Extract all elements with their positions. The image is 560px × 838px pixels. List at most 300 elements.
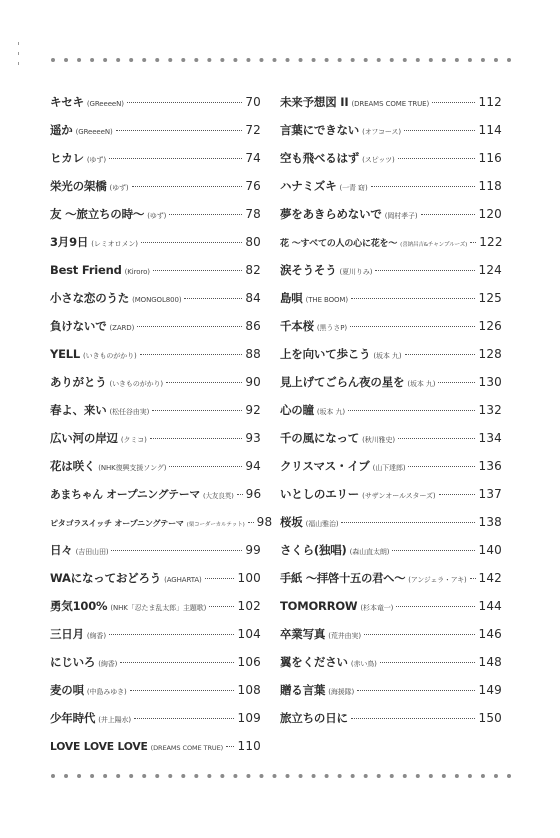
toc-entry: [280, 256, 502, 284]
song-artist: (いきものがかり): [109, 380, 164, 388]
dot-leader: [137, 325, 242, 327]
song-title: キセキ: [50, 95, 84, 109]
dotted-rule-bottom-svg: [50, 773, 512, 779]
toc-entry: [280, 116, 502, 144]
song-artist: (スピッツ): [362, 156, 395, 164]
page-number: 70: [245, 95, 261, 109]
song-artist: (栗コーダーカルテット): [186, 522, 245, 528]
toc-entry: [50, 172, 261, 200]
page-number: 88: [245, 347, 261, 361]
page-number: 99: [245, 543, 261, 557]
rule-dot: [90, 774, 94, 778]
dotted-rule-bottom: [50, 773, 512, 779]
song-artist: (ZARD): [109, 324, 135, 332]
song-artist: (黒うさP): [316, 324, 347, 332]
page-number: 128: [478, 347, 502, 361]
rule-dot: [299, 58, 303, 62]
page-number: 112: [478, 95, 502, 109]
page-number: 72: [245, 123, 261, 137]
rule-dot: [468, 58, 472, 62]
dot-leader: [111, 549, 242, 551]
page-number: 98: [256, 515, 273, 529]
song-title: さくら(独唱): [280, 543, 347, 557]
toc-entry: [280, 200, 502, 228]
dot-leader: [140, 353, 243, 355]
song-artist: (NHK復興支援ソング): [98, 464, 167, 472]
song-title: ヒカレ: [50, 151, 84, 165]
page-number: 132: [478, 403, 502, 417]
toc-entry: [50, 116, 261, 144]
dot-leader: [398, 437, 476, 439]
song-artist: (Kiroro): [124, 268, 150, 276]
page-number: 94: [245, 459, 261, 473]
rule-dot: [442, 774, 446, 778]
toc-entry: [280, 424, 502, 452]
rule-dot: [494, 58, 498, 62]
rule-dot: [338, 774, 342, 778]
rule-dot: [325, 774, 329, 778]
rule-dot: [77, 774, 81, 778]
toc-entry: [280, 704, 502, 732]
page-number: 120: [478, 207, 502, 221]
song-title: 空も飛べるはず: [280, 151, 360, 165]
rule-dot: [207, 774, 211, 778]
rule-dot: [103, 58, 107, 62]
song-title: 遥か: [50, 123, 73, 137]
rule-dot: [181, 58, 185, 62]
song-title: 千本桜: [280, 319, 314, 333]
song-artist: (DREAMS COME TRUE): [150, 744, 224, 752]
toc-entry: [50, 508, 273, 536]
dot-leader: [152, 409, 242, 411]
page-number: 84: [245, 291, 261, 305]
toc-entry: [280, 312, 502, 340]
song-artist: (赤い鳥): [350, 660, 377, 668]
song-artist: (福山雅治): [305, 520, 339, 528]
song-artist: (岡村孝子): [384, 212, 418, 220]
rule-dot: [416, 774, 420, 778]
dot-leader: [371, 185, 476, 187]
song-title: 栄光の架橋: [50, 179, 107, 193]
song-title: 麦の唄: [50, 683, 84, 697]
song-title: 心の瞳: [280, 403, 314, 417]
rule-dot: [494, 774, 498, 778]
toc-entry: [280, 144, 502, 172]
rule-dot: [403, 58, 407, 62]
song-artist: (大友良英): [202, 492, 234, 500]
song-artist: (吉田山田): [75, 548, 109, 556]
page-number: 142: [478, 571, 503, 585]
toc-entry: [50, 144, 261, 172]
song-title: 少年時代: [50, 711, 96, 725]
song-artist: (アンジェラ・アキ): [408, 576, 467, 584]
dot-leader: [209, 605, 234, 607]
page-number: 90: [245, 375, 261, 389]
song-title: 見上げてごらん夜の星を: [280, 375, 405, 389]
toc-entry: [50, 620, 261, 648]
dot-leader: [109, 157, 242, 159]
toc-entry: [280, 592, 502, 620]
dot-leader: [398, 157, 476, 159]
page-number: 118: [478, 179, 502, 193]
rule-dot: [155, 774, 159, 778]
table-of-contents: [50, 88, 512, 760]
song-artist: (レミオロメン): [91, 240, 138, 248]
song-title: 未来予想図 II: [280, 95, 349, 109]
dot-leader: [130, 689, 235, 691]
rule-dot: [364, 774, 368, 778]
song-artist: (一青 窈): [339, 184, 368, 192]
page-number: 130: [478, 375, 502, 389]
rule-dot: [312, 58, 316, 62]
rule-dot: [246, 774, 250, 778]
page-number: 148: [478, 655, 502, 669]
rule-dot: [272, 774, 276, 778]
page-number: 76: [245, 179, 261, 193]
song-artist: (クミコ): [120, 436, 147, 444]
page-number: 124: [478, 263, 502, 277]
rule-dot: [168, 58, 172, 62]
song-title: クリスマス・イブ: [280, 459, 370, 473]
rule-dot: [142, 58, 146, 62]
dot-leader: [116, 129, 243, 131]
song-title: 花 ～すべての人の心に花を～: [280, 239, 398, 249]
rule-dot: [103, 774, 107, 778]
rule-dot: [325, 58, 329, 62]
page-number: 106: [237, 655, 261, 669]
song-artist: (井上陽水): [98, 716, 132, 724]
dot-leader: [153, 269, 242, 271]
song-title: 春よ、来い: [50, 403, 107, 417]
toc-entry: [50, 284, 261, 312]
rule-dot: [168, 774, 172, 778]
song-title: 広い河の岸辺: [50, 431, 118, 445]
dot-leader: [341, 521, 475, 523]
song-artist: (MONGOL800): [132, 296, 182, 304]
song-title: 夢をあきらめないで: [280, 207, 382, 221]
rule-dot: [116, 58, 120, 62]
song-title: TOMORROW: [280, 599, 358, 613]
song-title: 翼をください: [280, 655, 348, 669]
dot-leader: [470, 577, 476, 579]
rule-dot: [507, 58, 511, 62]
rule-dot: [181, 774, 185, 778]
song-artist: (坂本 九): [316, 408, 345, 416]
song-artist: (荒井由実): [328, 632, 362, 640]
rule-dot: [116, 774, 120, 778]
page-number: 96: [245, 487, 262, 501]
dot-leader: [438, 381, 475, 383]
song-title: ありがとう: [50, 375, 107, 389]
rule-dot: [233, 58, 237, 62]
toc-entry: [50, 564, 261, 592]
page-number: 104: [237, 627, 261, 641]
rule-dot: [129, 774, 133, 778]
song-title: 千の風になって: [280, 431, 360, 445]
song-title: 島唄: [280, 291, 303, 305]
rule-dot: [403, 774, 407, 778]
dot-leader: [120, 661, 234, 663]
rule-dot: [129, 58, 133, 62]
song-artist: (杉本竜一): [360, 604, 394, 612]
page-number: 109: [237, 711, 261, 725]
song-artist: (夏川りみ): [339, 268, 373, 276]
page-number: 136: [478, 459, 502, 473]
song-artist: (坂本 九): [373, 352, 402, 360]
toc-entry: [280, 228, 502, 256]
song-artist: (坂本 九): [407, 380, 436, 388]
dot-leader: [141, 241, 242, 243]
rule-dot: [429, 58, 433, 62]
dot-leader: [350, 325, 475, 327]
dot-leader: [404, 129, 476, 131]
rule-dot: [51, 774, 55, 778]
dot-leader: [184, 297, 242, 299]
page-number: 149: [478, 683, 502, 697]
dot-leader: [127, 101, 242, 103]
song-title: にじいろ: [50, 655, 96, 669]
rule-dot: [286, 58, 290, 62]
toc-entry: [280, 452, 502, 480]
song-artist: (絢香): [98, 660, 118, 668]
page-number: 74: [245, 151, 261, 165]
page-number: 137: [478, 487, 502, 501]
toc-entry: [50, 480, 261, 508]
dot-leader: [226, 745, 234, 747]
dotted-rule-top: [50, 57, 512, 63]
rule-dot: [220, 774, 224, 778]
page-number: 80: [245, 235, 261, 249]
toc-entry: [50, 424, 261, 452]
rule-dot: [338, 58, 342, 62]
song-artist: (松任谷由実): [109, 408, 150, 416]
rule-dot: [312, 774, 316, 778]
rule-dot: [272, 58, 276, 62]
song-title: あまちゃん オープニングテーマ: [50, 488, 200, 501]
toc-entry: [50, 676, 261, 704]
dot-leader: [357, 689, 475, 691]
toc-entry: [50, 592, 261, 620]
song-artist: (秋川雅史): [362, 436, 395, 444]
rule-dot: [142, 774, 146, 778]
page-number: 108: [237, 683, 261, 697]
rule-dot: [455, 58, 459, 62]
song-title: 桜坂: [280, 515, 303, 529]
dot-leader: [109, 633, 235, 635]
song-artist: (サザンオールスターズ): [362, 492, 436, 500]
toc-entry: [280, 172, 502, 200]
page-number: 138: [478, 515, 502, 529]
rule-dot: [155, 58, 159, 62]
rule-dot: [442, 58, 446, 62]
dot-leader: [405, 353, 476, 355]
song-title: 涙そうそう: [280, 263, 337, 277]
page-number: 93: [245, 431, 261, 445]
song-artist: (AGHARTA): [164, 576, 202, 584]
rule-dot: [259, 58, 263, 62]
rule-dot: [390, 774, 394, 778]
song-artist: (ゆず): [147, 212, 167, 220]
dot-leader: [421, 213, 476, 215]
page-number: 114: [478, 123, 502, 137]
toc-entry: [50, 200, 261, 228]
toc-entry: [50, 536, 261, 564]
rule-dot: [481, 58, 485, 62]
toc-entry: [50, 88, 261, 116]
song-title: 上を向いて歩こう: [280, 347, 371, 361]
song-title: LOVE LOVE LOVE: [50, 740, 148, 753]
rule-dot: [207, 58, 211, 62]
rule-dot: [90, 58, 94, 62]
song-title: Best Friend: [50, 263, 122, 277]
toc-entry: [280, 648, 502, 676]
song-artist: (DREAMS COME TRUE): [351, 100, 430, 108]
rule-dot: [194, 774, 198, 778]
dot-leader: [392, 549, 475, 551]
toc-entry: [50, 368, 261, 396]
song-artist: (いきものがかり): [83, 352, 137, 360]
dot-leader: [132, 185, 243, 187]
song-artist: (海援隊): [328, 688, 355, 696]
page-number: 100: [237, 571, 261, 585]
page-number: 102: [237, 599, 261, 613]
page-number: 146: [478, 627, 502, 641]
song-title: 花は咲く: [50, 459, 96, 473]
toc-entry: [280, 676, 502, 704]
toc-entry: [280, 508, 502, 536]
toc-entry: [50, 228, 261, 256]
page-number: 82: [245, 263, 261, 277]
rule-dot: [233, 774, 237, 778]
dot-leader: [470, 241, 476, 243]
song-artist: (オフコース): [362, 128, 401, 136]
rule-dot: [468, 774, 472, 778]
song-title: ピタゴラスイッチ オープニングテーマ: [50, 519, 184, 528]
song-artist: (山下達郎): [372, 464, 406, 472]
toc-entry: [50, 452, 261, 480]
rule-dot: [194, 58, 198, 62]
song-title: 三日月: [50, 627, 84, 641]
song-title: YELL: [50, 347, 81, 361]
dot-leader: [439, 493, 476, 495]
rule-dot: [351, 774, 355, 778]
page-number: 140: [478, 543, 502, 557]
dot-leader: [134, 717, 234, 719]
dot-leader: [408, 465, 475, 467]
crop-mark: [18, 42, 20, 66]
dotted-rule-top-svg: [50, 57, 512, 63]
page-number: 134: [478, 431, 502, 445]
toc-entry: [280, 536, 502, 564]
song-artist: (GReeeeN): [75, 128, 113, 136]
page-number: 116: [478, 151, 502, 165]
rule-dot: [64, 774, 68, 778]
dot-leader: [348, 409, 475, 411]
dot-leader: [380, 661, 476, 663]
dot-leader: [248, 521, 254, 523]
song-title: 卒業写真: [280, 627, 326, 641]
rule-dot: [286, 774, 290, 778]
rule-dot: [481, 774, 485, 778]
song-title: 負けないで: [50, 319, 107, 333]
dot-leader: [375, 269, 475, 271]
toc-entry: [50, 312, 261, 340]
page-number: 92: [245, 403, 261, 417]
rule-dot: [377, 774, 381, 778]
dot-leader: [166, 381, 242, 383]
song-artist: (森山直太朗): [349, 548, 390, 556]
page-number: 144: [478, 599, 502, 613]
rule-dot: [64, 58, 68, 62]
toc-entry: [280, 480, 502, 508]
song-title: 友 ～旅立ちの時～: [50, 207, 145, 221]
toc-column-right: [280, 88, 502, 732]
toc-column-left: [50, 88, 273, 760]
song-title: 勇気100%: [50, 599, 108, 613]
song-title: いとしのエリー: [280, 487, 360, 501]
rule-dot: [455, 774, 459, 778]
toc-entry: [50, 340, 261, 368]
rule-dot: [351, 58, 355, 62]
song-artist: (喜納昌吉&チャンプルーズ): [400, 242, 468, 248]
song-artist: (ゆず): [86, 156, 106, 164]
page-number: 126: [478, 319, 502, 333]
song-artist: (ゆず): [109, 184, 129, 192]
song-title: 日々: [50, 543, 73, 557]
dot-leader: [237, 493, 243, 495]
rule-dot: [246, 58, 250, 62]
song-artist: (NHK「忍たま乱太郎」主題歌): [110, 604, 207, 612]
dot-leader: [364, 633, 475, 635]
dot-leader: [150, 437, 243, 439]
rule-dot: [77, 58, 81, 62]
rule-dot: [259, 774, 263, 778]
rule-dot: [390, 58, 394, 62]
rule-dot: [507, 774, 511, 778]
song-artist: (中島みゆき): [86, 688, 127, 696]
toc-entry: [280, 284, 502, 312]
song-title: 3月9日: [50, 235, 89, 249]
dot-leader: [351, 297, 475, 299]
rule-dot: [416, 58, 420, 62]
toc-entry: [50, 256, 261, 284]
page-number: 78: [245, 207, 261, 221]
toc-entry: [280, 340, 502, 368]
rule-dot: [429, 774, 433, 778]
toc-entry: [280, 396, 502, 424]
song-title: 手紙 ～拝啓十五の君へ～: [280, 572, 406, 585]
song-artist: (絢香): [86, 632, 106, 640]
page-number: 125: [478, 291, 502, 305]
dot-leader: [169, 213, 242, 215]
toc-entry: [50, 396, 261, 424]
song-title: WAになっておどろう: [50, 571, 162, 585]
toc-entry: [280, 620, 502, 648]
toc-entry: [50, 704, 261, 732]
song-title: 小さな恋のうた: [50, 291, 130, 305]
rule-dot: [377, 58, 381, 62]
page-number: 150: [478, 711, 502, 725]
dot-leader: [396, 605, 475, 607]
song-title: 旅立ちの日に: [280, 711, 348, 725]
rule-dot: [364, 58, 368, 62]
rule-dot: [220, 58, 224, 62]
dot-leader: [351, 717, 476, 719]
page-number: 86: [245, 319, 261, 333]
dot-leader: [432, 101, 475, 103]
toc-entry: [50, 732, 261, 760]
toc-entry: [280, 368, 502, 396]
